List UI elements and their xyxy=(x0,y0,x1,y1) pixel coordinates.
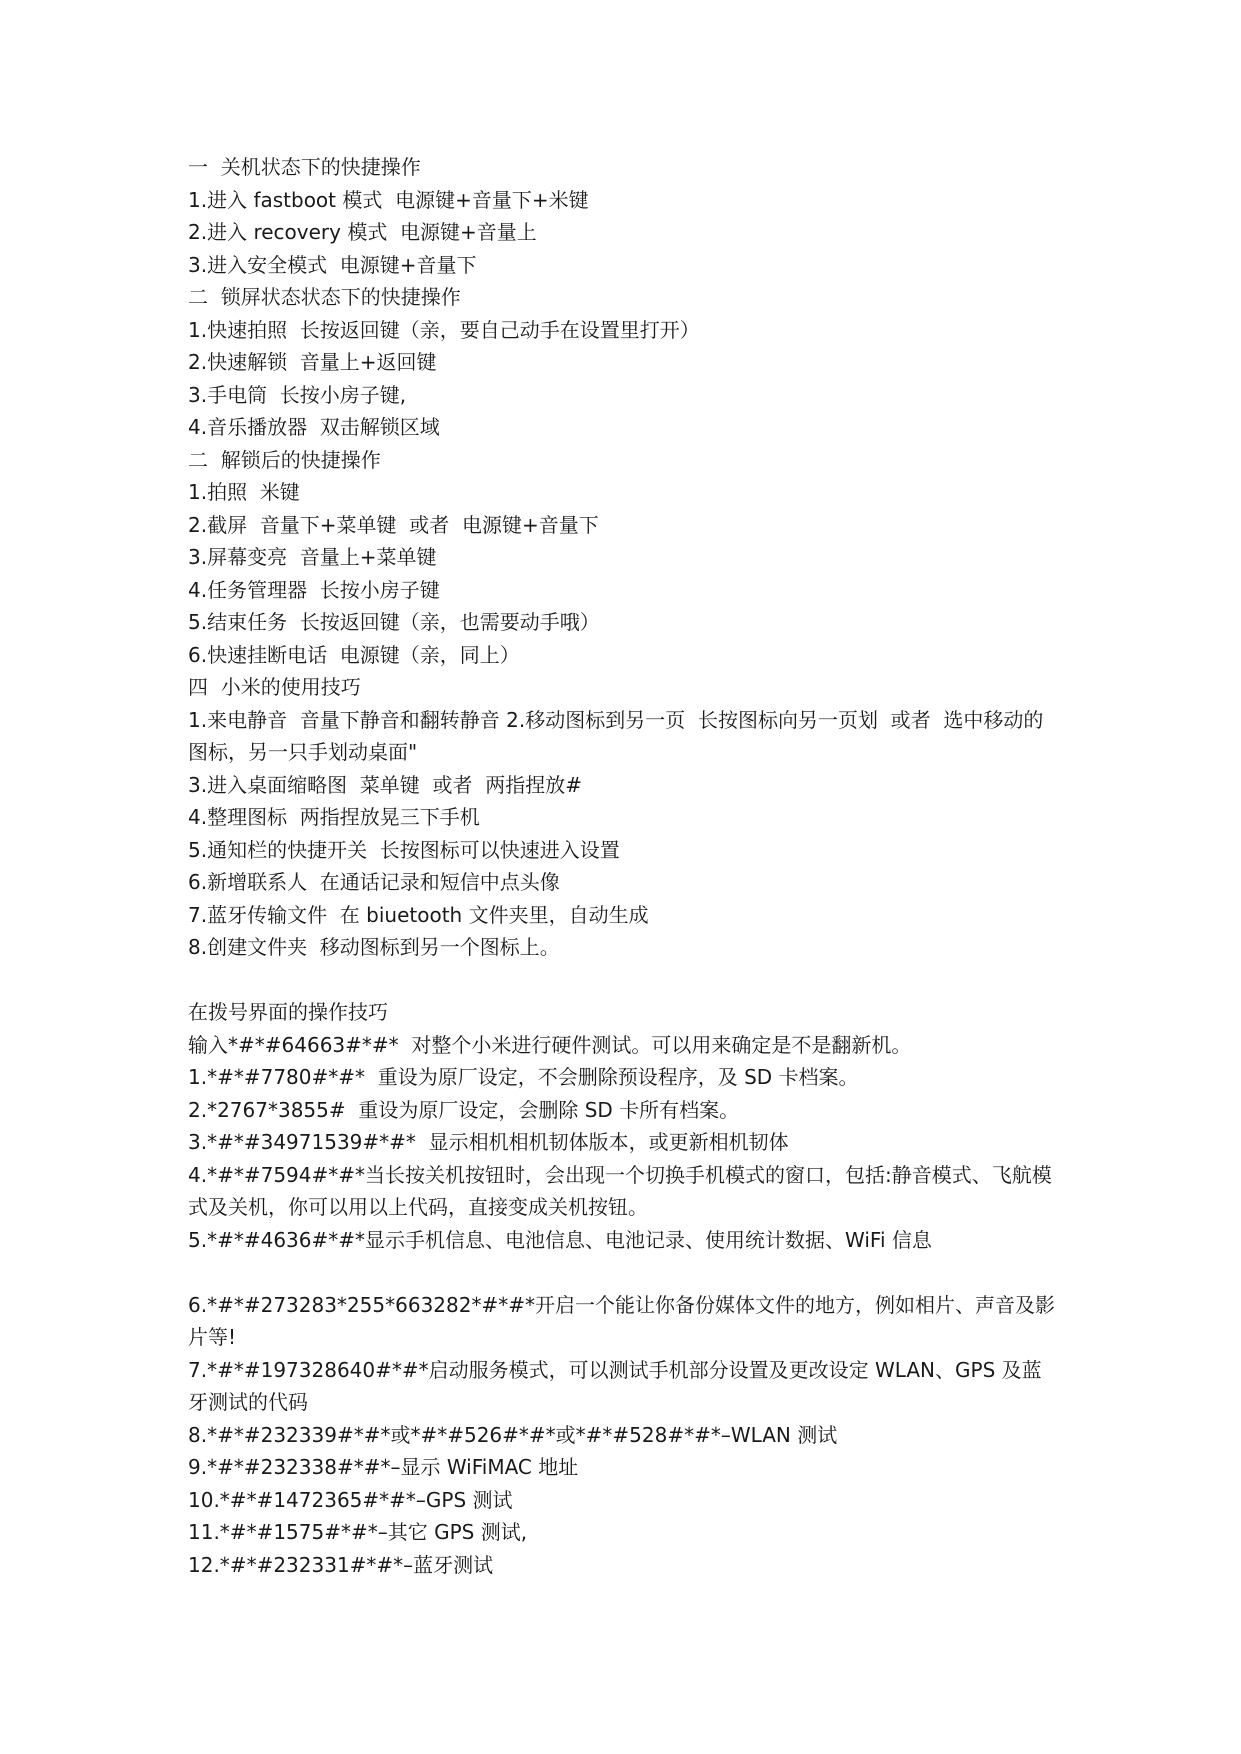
text-line: 1.*#*#7780#*#* 重设为原厂设定，不会删除预设程序，及 SD 卡档案。 xyxy=(188,1065,859,1089)
text-line: 输入*#*#64663#*#* 对整个小米进行硬件测试。可以用来确定是不是翻新机。 xyxy=(188,1032,912,1057)
text-line: 7.蓝牙传输文件 在 biuetooth 文件夹里，自动生成 xyxy=(188,902,649,927)
text-paragraph: 1.来电静音 音量下静音和翻转静音 2.移动图标到另一页 长按图标向另一页划 或者 选中移动的图标，另一只手划动桌面" xyxy=(188,707,1044,764)
text-line: 6.新增联系人 在通话记录和短信中点头像 xyxy=(188,870,560,894)
text-line: 8.*#*#232339#*#*或*#*#526#*#*或*#*#528#*#*–WLAN 测试 xyxy=(188,1422,838,1447)
text-line: 1.拍照 米键 xyxy=(188,480,300,504)
text-line: 4.整理图标 两指捏放晃三下手机 xyxy=(188,805,480,829)
text-line: 8.创建文件夹 移动图标到另一个图标上。 xyxy=(188,935,560,959)
text-paragraph: 4.*#*#7594#*#*当长按关机按钮时，会出现一个切换手机模式的窗口，包括:静音模式、飞航模式及关机，你可以用以上代码，直接变成关机按钮。 xyxy=(188,1162,1052,1219)
document-body xyxy=(188,151,1058,1581)
text-line: 4.音乐播放器 双击解锁区域 xyxy=(188,415,440,439)
text-line: 2.快速解锁 音量上+返回键 xyxy=(188,350,437,374)
text-line: 2.*2767*3855# 重设为原厂设定，会删除 SD 卡所有档案。 xyxy=(188,1097,740,1122)
text-line: 1.快速拍照 长按返回键（亲，要自己动手在设置里打开） xyxy=(188,317,700,342)
text-line: 9.*#*#232338#*#*–显示 WiFiMAC 地址 xyxy=(188,1455,579,1479)
section-heading-dialer: 在拨号界面的操作技巧 xyxy=(188,1000,388,1024)
text-line: 5.结束任务 长按返回键（亲，也需要动手哦） xyxy=(188,610,600,634)
section-heading-tips: 四 小米的使用技巧 xyxy=(188,675,361,699)
text-line: 5.*#*#4636#*#*显示手机信息、电池信息、电池记录、使用统计数据、WiFi 信息 xyxy=(188,1227,932,1252)
text-line: 3.进入桌面缩略图 菜单键 或者 两指捏放# xyxy=(188,772,582,797)
text-line: 3.屏幕变亮 音量上+菜单键 xyxy=(188,545,437,569)
text-line: 6.快速挂断电话 电源键（亲，同上） xyxy=(188,642,520,667)
blank-line xyxy=(188,1256,1058,1289)
text-line: 3.手电筒 长按小房子键, xyxy=(188,382,407,407)
text-paragraph: 6.*#*#273283*255*663282*#*#*开启一个能让你备份媒体文件的地方，例如相片、声音及影片等! xyxy=(188,1292,1055,1349)
text-line: 12.*#*#232331#*#*–蓝牙测试 xyxy=(188,1552,494,1577)
text-line: 3.进入安全模式 电源键+音量下 xyxy=(188,252,477,277)
section-heading-unlocked: 二 解锁后的快捷操作 xyxy=(188,447,381,472)
text-line: 10.*#*#1472365#*#*–GPS 测试 xyxy=(188,1487,513,1512)
text-line: 2.进入 recovery 模式 电源键+音量上 xyxy=(188,220,537,244)
text-line: 1.进入 fastboot 模式 电源键+音量下+米键 xyxy=(188,187,589,212)
text-line: 3.*#*#34971539#*#* 显示相机相机韧体版本，或更新相机韧体 xyxy=(188,1130,789,1154)
section-heading-power-off: 一 关机状态下的快捷操作 xyxy=(188,155,421,179)
text-line: 5.通知栏的快捷开关 长按图标可以快速进入设置 xyxy=(188,837,620,862)
text-line: 2.截屏 音量下+菜单键 或者 电源键+音量下 xyxy=(188,512,599,537)
text-line: 11.*#*#1575#*#*–其它 GPS 测试, xyxy=(188,1520,528,1544)
blank-line xyxy=(188,964,1058,997)
text-line: 4.任务管理器 长按小房子键 xyxy=(188,577,440,602)
text-paragraph: 7.*#*#197328640#*#*启动服务模式，可以测试手机部分设置及更改设定 WLAN、GPS 及蓝牙测试的代码 xyxy=(188,1357,1042,1414)
section-heading-lock-screen: 二 锁屏状态状态下的快捷操作 xyxy=(188,285,461,309)
